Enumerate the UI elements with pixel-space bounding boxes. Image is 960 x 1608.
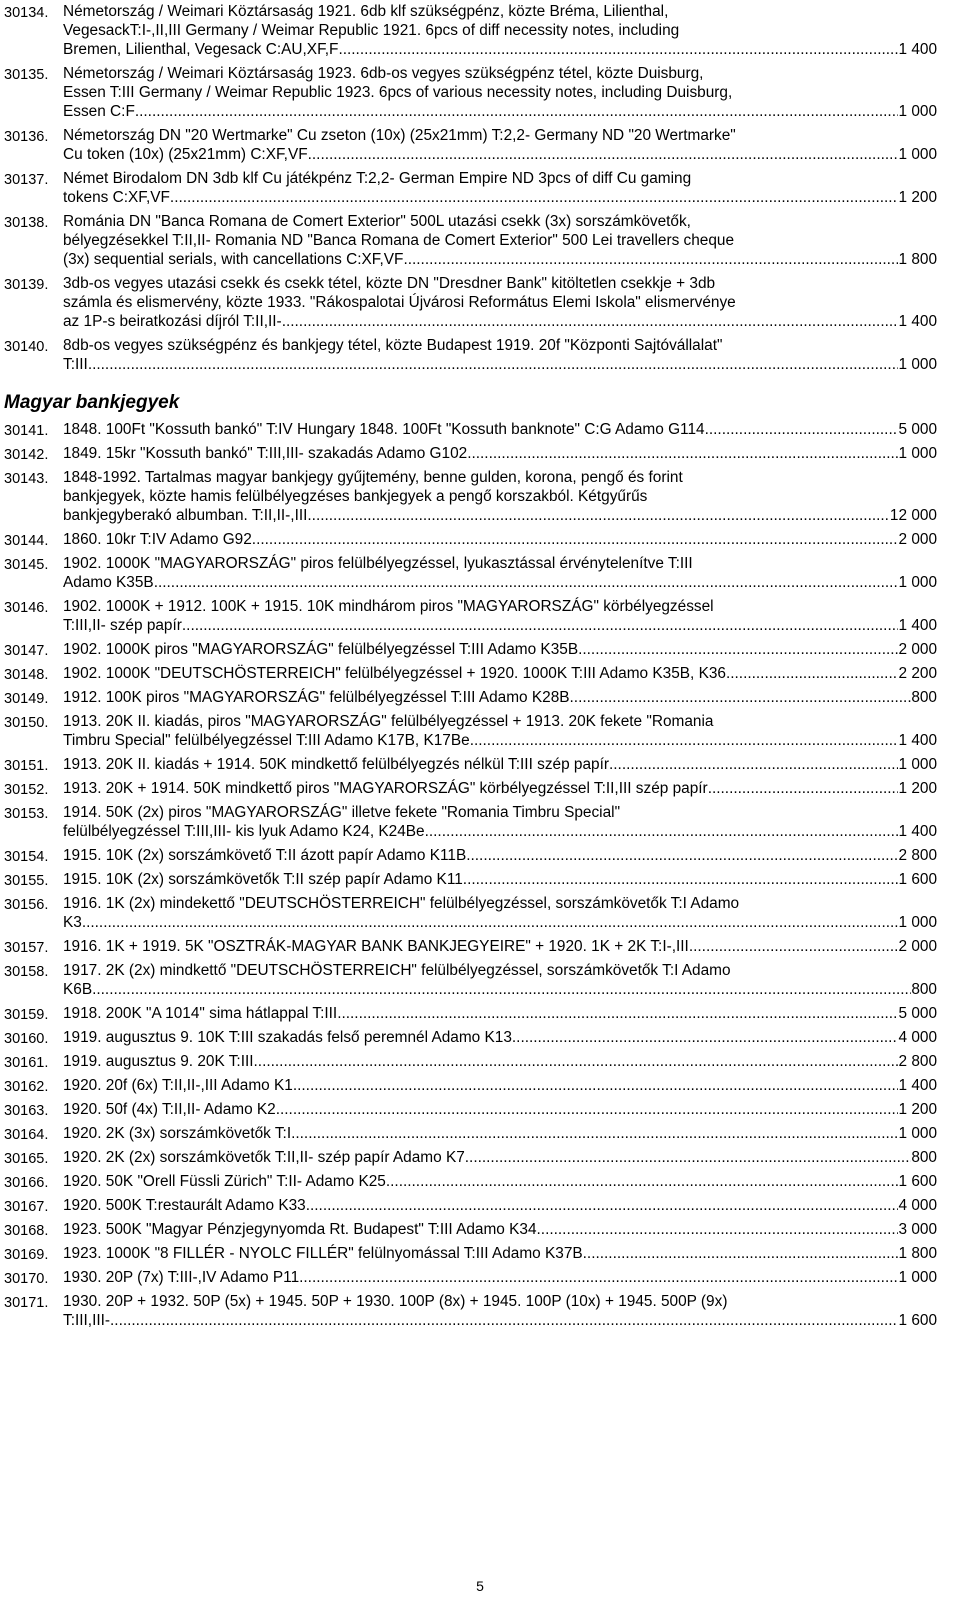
lot-description-line: felülbélyegzéssel T:III,III- kis lyuk Adamo K24, K24Be [63, 823, 425, 840]
lot-description-line: K3 [63, 914, 82, 931]
lot-item [0, 444, 960, 463]
lot-description-line: bankjegyberakó albumban. T:II,II-,III [63, 507, 308, 524]
lot-number: 30149. [4, 691, 49, 707]
dot-leader [463, 870, 899, 889]
lot-number: 30152. [4, 782, 49, 798]
lot-item [0, 169, 960, 207]
dot-leader [308, 145, 899, 164]
lot-number: 30158. [4, 964, 49, 980]
lot-description-line: 1923. 1000K "8 FILLÉR - NYOLC FILLÉR" felülnyomással T:III Adamo K37B [63, 1245, 583, 1262]
lot-description-line: 1919. augusztus 9. 10K T:III szakadás felső peremnél Adamo K13 [63, 1029, 512, 1046]
lot-number: 30147. [4, 643, 49, 659]
lot-number: 30136. [4, 129, 49, 145]
lot-last-line [63, 688, 937, 707]
lot-description-line: 1849. 15kr "Kossuth bankó" T:III,III- szakadás Adamo G102 [63, 445, 468, 462]
lot-last-line [63, 420, 937, 439]
lot-item [0, 1196, 960, 1215]
lot-last-line [63, 188, 937, 207]
lot-description [63, 894, 937, 932]
lot-description [63, 1268, 937, 1287]
lot-description-line: 1848-1992. Tartalmas magyar bankjegy gyűjtemény, benne gulden, korona, pengő és forint [63, 469, 683, 486]
lot-description [63, 597, 937, 635]
lot-item [0, 688, 960, 707]
lot-item [0, 1292, 960, 1330]
dot-leader [291, 1124, 898, 1143]
lot-item [0, 1076, 960, 1095]
lot-description-line: 1915. 10K (2x) sorszámkövető T:II ázott papír Adamo K11B [63, 847, 467, 864]
lot-item [0, 554, 960, 592]
lot-last-line [63, 937, 937, 956]
lot-description-line: 1913. 20K II. kiadás, piros "MAGYARORSZÁG" felülbélyegzéssel + 1913. 20K fekete "Romania [63, 713, 714, 730]
lot-price: 2 200 [898, 665, 937, 682]
lot-number: 30138. [4, 215, 49, 231]
lot-description [63, 1052, 937, 1071]
lot-price: 1 000 [898, 146, 937, 163]
lot-price: 12 000 [889, 507, 937, 524]
lot-price: 2 800 [898, 847, 937, 864]
lot-item [0, 1124, 960, 1143]
lot-description [63, 803, 937, 841]
lot-description-line: 1920. 2K (3x) sorszámkövetők T:I [63, 1125, 292, 1142]
lot-description [63, 1124, 937, 1143]
lot-description [63, 336, 937, 374]
lot-description [63, 1028, 937, 1047]
lot-description-line: 1902. 1000K + 1912. 100K + 1915. 10K mindhárom piros "MAGYARORSZÁG" körbélyegzéssel [63, 598, 714, 615]
lot-number: 30139. [4, 277, 49, 293]
lot-item [0, 1028, 960, 1047]
lot-last-line [63, 1052, 937, 1071]
lot-item [0, 755, 960, 774]
dot-leader [92, 980, 911, 999]
lot-number: 30156. [4, 897, 49, 913]
lot-description-line: 1919. augusztus 9. 20K T:III [63, 1053, 254, 1070]
lot-description [63, 1172, 937, 1191]
lot-description [63, 444, 937, 463]
lot-description-line: 1913. 20K + 1914. 50K mindkettő piros "MAGYARORSZÁG" körbélyegzéssel T:II,III szép papír [63, 780, 708, 797]
lot-description [63, 1148, 937, 1167]
lot-number: 30151. [4, 758, 49, 774]
lot-last-line [63, 444, 937, 463]
lot-item [0, 1268, 960, 1287]
lot-number: 30140. [4, 339, 49, 355]
lot-number: 30141. [4, 423, 49, 439]
lot-number: 30159. [4, 1007, 49, 1023]
dot-leader [470, 731, 899, 750]
lot-description-line: K6B [63, 981, 93, 998]
dot-leader [583, 1244, 899, 1263]
lot-description-line: 1916. 1K (2x) mindekettő "DEUTSCHÖSTERREICH" felülbélyegzéssel, sorszámkövetők T:I Adamo [63, 895, 740, 912]
lot-price: 1 000 [898, 445, 937, 462]
lot-description [63, 212, 937, 269]
dot-leader [282, 312, 899, 331]
lot-price: 1 600 [898, 1173, 937, 1190]
lot-price: 1 800 [898, 251, 937, 268]
lot-item [0, 1244, 960, 1263]
lot-number: 30137. [4, 172, 49, 188]
lot-description-line: Timbru Special" felülbélyegzéssel T:III Adamo K17B, K17Be [63, 732, 470, 749]
lot-last-line [63, 1124, 937, 1143]
lot-price: 1 200 [898, 189, 937, 206]
lot-number: 30150. [4, 715, 49, 731]
lot-description [63, 1076, 937, 1095]
dot-leader [254, 1052, 899, 1071]
dot-leader [403, 250, 898, 269]
lot-price: 2 000 [898, 641, 937, 658]
lot-description-line: Német Birodalom DN 3db klf Cu játékpénz T:2,2- German Empire ND 3pcs of diff Cu gaming [63, 170, 692, 187]
lot-item [0, 1052, 960, 1071]
lot-price: 1 000 [898, 103, 937, 120]
lot-last-line [63, 1220, 937, 1239]
lot-number: 30162. [4, 1079, 49, 1095]
lot-description-line: 1920. 500K T:restaurált Adamo K33 [63, 1197, 306, 1214]
lot-price: 1 200 [898, 780, 937, 797]
lot-description-line: 8db-os vegyes szükségpénz és bankjegy tétel, közte Budapest 1919. 20f "Központi Sajtóvállalat" [63, 337, 723, 354]
dot-leader [170, 188, 899, 207]
lot-last-line [63, 312, 937, 331]
lot-description [63, 779, 937, 798]
lot-description-line: bankjegyek, közte hamis felülbélyegzéses bankjegyek a pengő korszakból. Kétgyűrűs [63, 488, 648, 505]
lot-number: 30161. [4, 1055, 49, 1071]
lot-description [63, 688, 937, 707]
lot-description-line: 1902. 1000K "DEUTSCHÖSTERREICH" felülbélyegzéssel + 1920. 1000K T:III Adamo K35B, K36 [63, 665, 726, 682]
lot-last-line [63, 40, 937, 59]
dot-leader [337, 1004, 898, 1023]
section-heading: Magyar bankjegyek [4, 392, 180, 413]
lot-number: 30171. [4, 1295, 49, 1311]
lot-number: 30146. [4, 600, 49, 616]
lot-item [0, 640, 960, 659]
lot-description-line: 1914. 50K (2x) piros "MAGYARORSZÁG" illetve fekete "Romania Timbru Special" [63, 804, 621, 821]
lot-last-line [63, 102, 937, 121]
lot-last-line [63, 779, 937, 798]
lot-last-line [63, 980, 937, 999]
page-number: 5 [476, 1578, 484, 1594]
lot-price: 1 600 [898, 871, 937, 888]
lot-last-line [63, 846, 937, 865]
lot-last-line [63, 145, 937, 164]
lot-description-line: 1917. 2K (2x) mindkettő "DEUTSCHÖSTERREICH" felülbélyegzéssel, sorszámkövetők T:I Adamo [63, 962, 731, 979]
lot-last-line [63, 1268, 937, 1287]
lot-last-line [63, 664, 937, 683]
lot-last-line [63, 616, 937, 635]
lot-last-line [63, 1244, 937, 1263]
lot-description-line: az 1P-s beiratkozási díjról T:II,II- [63, 313, 282, 330]
lot-price: 2 000 [898, 531, 937, 548]
lot-price: 1 600 [898, 1312, 937, 1329]
dot-leader [135, 102, 899, 121]
lot-description [63, 126, 937, 164]
lot-number: 30164. [4, 1127, 49, 1143]
lot-description-line: T:III,III- [63, 1312, 111, 1329]
lot-number: 30155. [4, 873, 49, 889]
lot-price: 1 000 [898, 914, 937, 931]
lot-last-line [63, 1004, 937, 1023]
lot-item [0, 803, 960, 841]
lot-last-line [63, 506, 937, 525]
lot-price: 1 000 [898, 1269, 937, 1286]
dot-leader [512, 1028, 899, 1047]
lot-item [0, 846, 960, 865]
lot-description [63, 2, 937, 59]
lot-item [0, 2, 960, 59]
lot-list [0, 420, 960, 1330]
lot-last-line [63, 355, 937, 374]
dot-leader [609, 755, 898, 774]
dot-leader [299, 1268, 898, 1287]
lot-item [0, 126, 960, 164]
lot-item [0, 894, 960, 932]
dot-leader [726, 664, 899, 683]
lot-price: 800 [911, 689, 937, 706]
lot-last-line [63, 530, 937, 549]
lot-description-line: Cu token (10x) (25x21mm) C:XF,VF [63, 146, 308, 163]
lot-last-line [63, 870, 937, 889]
lot-description-line: 1860. 10kr T:IV Adamo G92 [63, 531, 252, 548]
lot-price: 800 [911, 1149, 937, 1166]
lot-number: 30148. [4, 667, 49, 683]
dot-leader [88, 355, 899, 374]
lot-item [0, 1220, 960, 1239]
lot-number: 30166. [4, 1175, 49, 1191]
lot-price: 1 400 [898, 41, 937, 58]
lot-description [63, 169, 937, 207]
dot-leader [570, 688, 912, 707]
lot-description [63, 961, 937, 999]
lot-item [0, 937, 960, 956]
lot-description-line: Németország / Weimari Köztársaság 1923. 6db-os vegyes szükségpénz tétel, közte Duisburg, [63, 65, 704, 82]
lot-item [0, 712, 960, 750]
lot-description [63, 1244, 937, 1263]
lot-number: 30153. [4, 806, 49, 822]
lot-price: 1 200 [898, 1101, 937, 1118]
lot-number: 30157. [4, 940, 49, 956]
lot-description-line: 1918. 200K "A 1014" sima hátlappal T:III [63, 1005, 338, 1022]
lot-description-line: Essen T:III Germany / Weimar Republic 1923. 6pcs of various necessity notes, including Duisburg, [63, 84, 733, 101]
lot-item [0, 212, 960, 269]
lot-description [63, 554, 937, 592]
dot-leader [338, 40, 898, 59]
lot-description [63, 1004, 937, 1023]
lot-price: 1 400 [898, 1077, 937, 1094]
lot-item [0, 664, 960, 683]
lot-item [0, 961, 960, 999]
lot-last-line [63, 573, 937, 592]
lot-description [63, 1196, 937, 1215]
lot-description-line: 1902. 1000K "MAGYARORSZÁG" piros felülbélyegzéssel, lyukasztással érvénytelenítve T:III [63, 555, 693, 572]
lot-description-line: 1923. 500K "Magyar Pénzjegynyomda Rt. Budapest" T:III Adamo K34 [63, 1221, 537, 1238]
lot-description-line: 1848. 100Ft "Kossuth bankó" T:IV Hungary 1848. 100Ft "Kossuth banknote" C:G Adamo G114 [63, 421, 705, 438]
lot-price: 2 000 [898, 938, 937, 955]
lot-description-line: Adamo K35B [63, 574, 154, 591]
dot-leader [110, 1311, 898, 1330]
lot-number: 30154. [4, 849, 49, 865]
dot-leader [252, 530, 899, 549]
lot-number: 30142. [4, 447, 49, 463]
lot-description-line: Románia DN "Banca Romana de Comert Exterior" 500L utazási csekk (3x) sorszámkövetők, [63, 213, 691, 230]
dot-leader [154, 573, 899, 592]
lot-description [63, 64, 937, 121]
lot-last-line [63, 755, 937, 774]
lot-price: 1 000 [898, 756, 937, 773]
lot-description-line: Németország DN "20 Wertmarke" Cu zseton (10x) (25x21mm) T:2,2- Germany ND "20 Wertmarke" [63, 127, 736, 144]
lot-price: 5 000 [898, 1005, 937, 1022]
lot-description-line: 1916. 1K + 1919. 5K "OSZTRÁK-MAGYAR BANK BANKJEGYEIRE" + 1920. 1K + 2K T:I-,III [63, 938, 689, 955]
lot-price: 800 [911, 981, 937, 998]
lot-price: 1 000 [898, 1125, 937, 1142]
lot-price: 1 400 [898, 617, 937, 634]
lot-item [0, 1148, 960, 1167]
lot-last-line [63, 1172, 937, 1191]
lot-price: 1 000 [898, 574, 937, 591]
dot-leader [276, 1100, 899, 1119]
lot-description [63, 755, 937, 774]
lot-description-line: tokens C:XF,VF [63, 189, 170, 206]
lot-description [63, 664, 937, 683]
lot-description [63, 274, 937, 331]
lot-last-line [63, 1311, 937, 1330]
lot-description-line: 1920. 50K "Orell Füssli Zürich" T:II- Adamo K25 [63, 1173, 386, 1190]
lot-description [63, 468, 937, 525]
lot-item [0, 336, 960, 374]
lot-description-line: Németország / Weimari Köztársaság 1921. 6db klf szükségpénz, közte Bréma, Lilienthal, [63, 3, 669, 20]
lot-description [63, 712, 937, 750]
lot-description [63, 1220, 937, 1239]
lot-number: 30170. [4, 1271, 49, 1287]
lot-price: 1 400 [898, 313, 937, 330]
lot-number: 30167. [4, 1199, 49, 1215]
lot-price: 1 000 [898, 356, 937, 373]
lot-description-line: 3db-os vegyes utazási csekk és csekk tétel, közte DN "Dresdner Bank" kitöltetlen csekkje + 3db [63, 275, 716, 292]
lot-price: 3 000 [898, 1221, 937, 1238]
lot-price: 1 400 [898, 823, 937, 840]
dot-leader [466, 846, 898, 865]
lot-last-line [63, 640, 937, 659]
lot-description [63, 870, 937, 889]
lot-description-line: 1913. 20K II. kiadás + 1914. 50K mindkettő felülbélyegzés nélkül T:III szép papír [63, 756, 609, 773]
lot-price: 1 400 [898, 732, 937, 749]
lot-number: 30168. [4, 1223, 49, 1239]
lot-last-line [63, 731, 937, 750]
lot-last-line [63, 1148, 937, 1167]
dot-leader [705, 420, 899, 439]
lot-description-line: T:III [63, 356, 88, 373]
lot-last-line [63, 1028, 937, 1047]
lot-description-line: VegesackT:I-,II,III Germany / Weimar Republic 1921. 6pcs of diff necessity notes, including [63, 22, 680, 39]
lot-last-line [63, 913, 937, 932]
lot-description [63, 640, 937, 659]
lot-number: 30145. [4, 557, 49, 573]
lot-description [63, 1100, 937, 1119]
lot-last-line [63, 1196, 937, 1215]
lot-description-line: 1930. 20P + 1932. 50P (5x) + 1945. 50P + 1930. 100P (8x) + 1945. 100P (10x) + 1945. 500P (9x) [63, 1293, 728, 1310]
dot-leader [386, 1172, 899, 1191]
lot-number: 30135. [4, 67, 49, 83]
dot-leader [425, 822, 899, 841]
lot-item [0, 1100, 960, 1119]
lot-item [0, 1172, 960, 1191]
lot-description-line: számla és elismervény, közte 1933. "Rákospalotai Újvárosi Református Elemi Iskola" elismervénye [63, 294, 736, 311]
lot-last-line [63, 250, 937, 269]
dot-leader [307, 506, 890, 525]
lot-item [0, 779, 960, 798]
lot-price: 2 800 [898, 1053, 937, 1070]
dot-leader [537, 1220, 899, 1239]
lot-number: 30165. [4, 1151, 49, 1167]
dot-leader [467, 444, 898, 463]
lot-description [63, 1292, 937, 1330]
lot-item [0, 64, 960, 121]
lot-description-line: 1902. 1000K piros "MAGYARORSZÁG" felülbélyegzéssel T:III Adamo K35B [63, 641, 579, 658]
lot-description-line: 1912. 100K piros "MAGYARORSZÁG" felülbélyegzéssel T:III Adamo K28B [63, 689, 570, 706]
lot-description-line: 1920. 2K (2x) sorszámkövetők T:II,II- szép papír Adamo K7 [63, 1149, 465, 1166]
lot-price: 4 000 [898, 1029, 937, 1046]
lot-item [0, 468, 960, 525]
lot-description [63, 846, 937, 865]
lot-item [0, 420, 960, 439]
lot-item [0, 274, 960, 331]
lot-description-line: 1920. 20f (6x) T:II,II-,III Adamo K1 [63, 1077, 293, 1094]
dot-leader [82, 913, 899, 932]
lot-description [63, 937, 937, 956]
lot-description-line: (3x) sequential serials, with cancellations C:XF,VF [63, 251, 404, 268]
dot-leader [708, 779, 899, 798]
lot-description-line: Bremen, Lilienthal, Vegesack C:AU,XF,F [63, 41, 339, 58]
lot-price: 4 000 [898, 1197, 937, 1214]
lot-list [0, 0, 960, 374]
lot-last-line [63, 822, 937, 841]
lot-number: 30163. [4, 1103, 49, 1119]
lot-description-line: 1915. 10K (2x) sorszámkövetők T:II szép papír Adamo K11 [63, 871, 463, 888]
dot-leader [293, 1076, 899, 1095]
lot-last-line [63, 1100, 937, 1119]
lot-description-line: T:III,II- szép papír [63, 617, 182, 634]
lot-number: 30143. [4, 471, 49, 487]
lot-number: 30134. [4, 5, 49, 21]
lot-item [0, 1004, 960, 1023]
lot-last-line [63, 1076, 937, 1095]
dot-leader [306, 1196, 899, 1215]
lot-item [0, 530, 960, 549]
lot-number: 30144. [4, 533, 49, 549]
lot-description-line: 1930. 20P (7x) T:III-,IV Adamo P11 [63, 1269, 300, 1286]
dot-leader [689, 937, 899, 956]
lot-price: 5 000 [898, 421, 937, 438]
dot-leader [465, 1148, 912, 1167]
lot-description [63, 530, 937, 549]
lot-description [63, 420, 937, 439]
lot-description-line: bélyegzésekkel T:II,II- Romania ND "Banca Romana de Comert Exterior" 500 Lei travellers cheque [63, 232, 735, 249]
lot-item [0, 870, 960, 889]
lot-price: 1 800 [898, 1245, 937, 1262]
dot-leader [578, 640, 898, 659]
dot-leader [182, 616, 899, 635]
lot-number: 30160. [4, 1031, 49, 1047]
lot-description-line: 1920. 50f (4x) T:II,II- Adamo K2 [63, 1101, 276, 1118]
lot-number: 30169. [4, 1247, 49, 1263]
lot-description-line: Essen C:F [63, 103, 135, 120]
lot-item [0, 597, 960, 635]
